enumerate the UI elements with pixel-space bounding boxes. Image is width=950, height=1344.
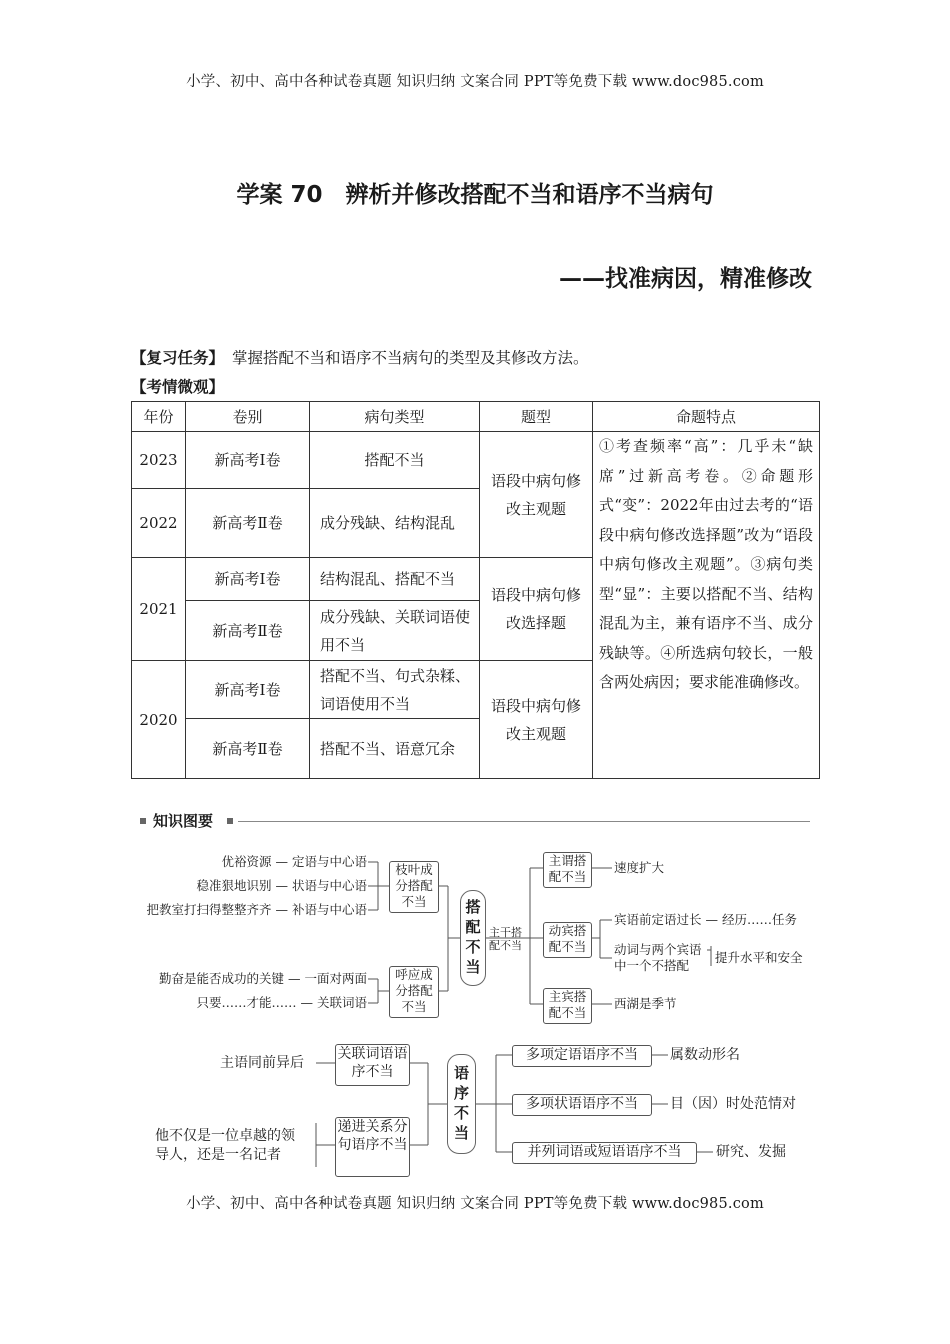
th-question-type: 题型 (480, 402, 593, 432)
vo-sub1: 宾语前定语过长 — 经历……任务 (614, 912, 797, 927)
knowledge-heading: 知识图要 (153, 812, 214, 830)
vo-box: 动宾搭配不当 (543, 922, 592, 958)
paper-cell: 新高考Ⅱ卷 (186, 489, 310, 558)
so-example: 西湖是季节 (614, 996, 677, 1011)
order-left1-example: 主语同前异后 (220, 1055, 304, 1071)
trunk-label: 主干搭配不当 (489, 926, 522, 952)
echo-box: 呼应成分搭配不当 (389, 966, 439, 1018)
features-cell: ①考查频率“高”：几乎未“缺席”过新高考卷。②命题形式“变”：2022年由过去考的“语段中病句修改选择题”改为“语段中病句修改主观题”。③病句类型“显”：主要以搭配不当、结构混乱为主，兼有语序不当、成分残缺等。④所选病句较长，一般含两处病因；要求能准确修改。 (593, 432, 820, 779)
match-center-node: 搭配不当 (460, 890, 486, 986)
year-cell: 2020 (132, 661, 186, 779)
type-cell: 搭配不当、句式杂糅、词语使用不当 (310, 661, 480, 719)
vo-sub2: 动词与两个宾语中一个不搭配 (614, 942, 702, 973)
order-left2-example: 他不仅是一位卓越的领导人，还是一名记者 (155, 1128, 295, 1163)
page-footer: 小学、初中、高中各种试卷真题 知识归纳 文案合同 PPT等免费下载 www.doc985.com (186, 1196, 764, 1212)
paper-cell: 新高考Ⅱ卷 (186, 719, 310, 779)
page-header: 小学、初中、高中各种试卷真题 知识归纳 文案合同 PPT等免费下载 www.doc985.com (186, 74, 764, 90)
exam-label: 【考情微观】 (131, 378, 225, 396)
th-type: 病句类型 (310, 402, 480, 432)
leaves-box: 枝叶成分搭配不当 (389, 861, 439, 913)
order-right-example: 属数动形名 (670, 1047, 740, 1063)
sv-example: 速度扩大 (614, 860, 665, 875)
review-task-text: 掌握搭配不当和语序不当病句的类型及其修改方法。 (232, 349, 589, 367)
question-type-cell: 语段中病句修改主观题 (480, 661, 593, 779)
year-cell: 2022 (132, 489, 186, 558)
th-paper: 卷别 (186, 402, 310, 432)
order-right-example: 研究、发掘 (716, 1144, 786, 1160)
type-cell: 成分残缺、关联词语使用不当 (310, 601, 480, 661)
paper-cell: 新高考Ⅱ卷 (186, 601, 310, 661)
order-left1-box: 关联词语语序不当 (335, 1044, 410, 1086)
leaf-item: 稳准狠地识别 — 状语与中心语 (196, 878, 367, 893)
paper-cell: 新高考Ⅰ卷 (186, 432, 310, 489)
page-title: 学案 70 辨析并修改搭配不当和语序不当病句 (236, 182, 714, 208)
order-right-box: 多项定语语序不当 (512, 1045, 652, 1067)
type-cell: 结构混乱、搭配不当 (310, 558, 480, 601)
leaf-item: 把教室打扫得整整齐齐 — 补语与中心语 (146, 902, 367, 917)
type-cell: 成分残缺、结构混乱 (310, 489, 480, 558)
type-cell: 搭配不当、语意冗余 (310, 719, 480, 779)
th-year: 年份 (132, 402, 186, 432)
page-subtitle: ——找准病因，精准修改 (559, 266, 812, 292)
echo-item: 只要……才能…… — 关联词语 (196, 995, 367, 1010)
type-cell: 搭配不当 (310, 432, 480, 489)
order-right-box: 并列词语或短语语序不当 (512, 1142, 697, 1164)
paper-cell: 新高考Ⅰ卷 (186, 661, 310, 719)
vo-sub2-example: 提升水平和安全 (715, 950, 803, 965)
so-box: 主宾搭配不当 (543, 988, 592, 1024)
question-type-cell: 语段中病句修改选择题 (480, 558, 593, 661)
order-right-box: 多项状语语序不当 (512, 1094, 652, 1116)
question-type-cell: 语段中病句修改主观题 (480, 432, 593, 558)
leaf-item: 优裕资源 — 定语与中心语 (221, 854, 367, 869)
sv-box: 主谓搭配不当 (543, 852, 592, 888)
year-cell: 2023 (132, 432, 186, 489)
paper-cell: 新高考Ⅰ卷 (186, 558, 310, 601)
year-cell: 2021 (132, 558, 186, 661)
order-left2-box: 递进关系分句语序不当 (335, 1117, 410, 1177)
order-center-node: 语序不当 (447, 1054, 476, 1154)
review-task-label: 【复习任务】 (131, 349, 225, 367)
th-features: 命题特点 (593, 402, 820, 432)
echo-item: 勤奋是能否成功的关键 — 一面对两面 (159, 971, 367, 986)
order-right-example: 目（因）时处范情对 (670, 1096, 796, 1112)
